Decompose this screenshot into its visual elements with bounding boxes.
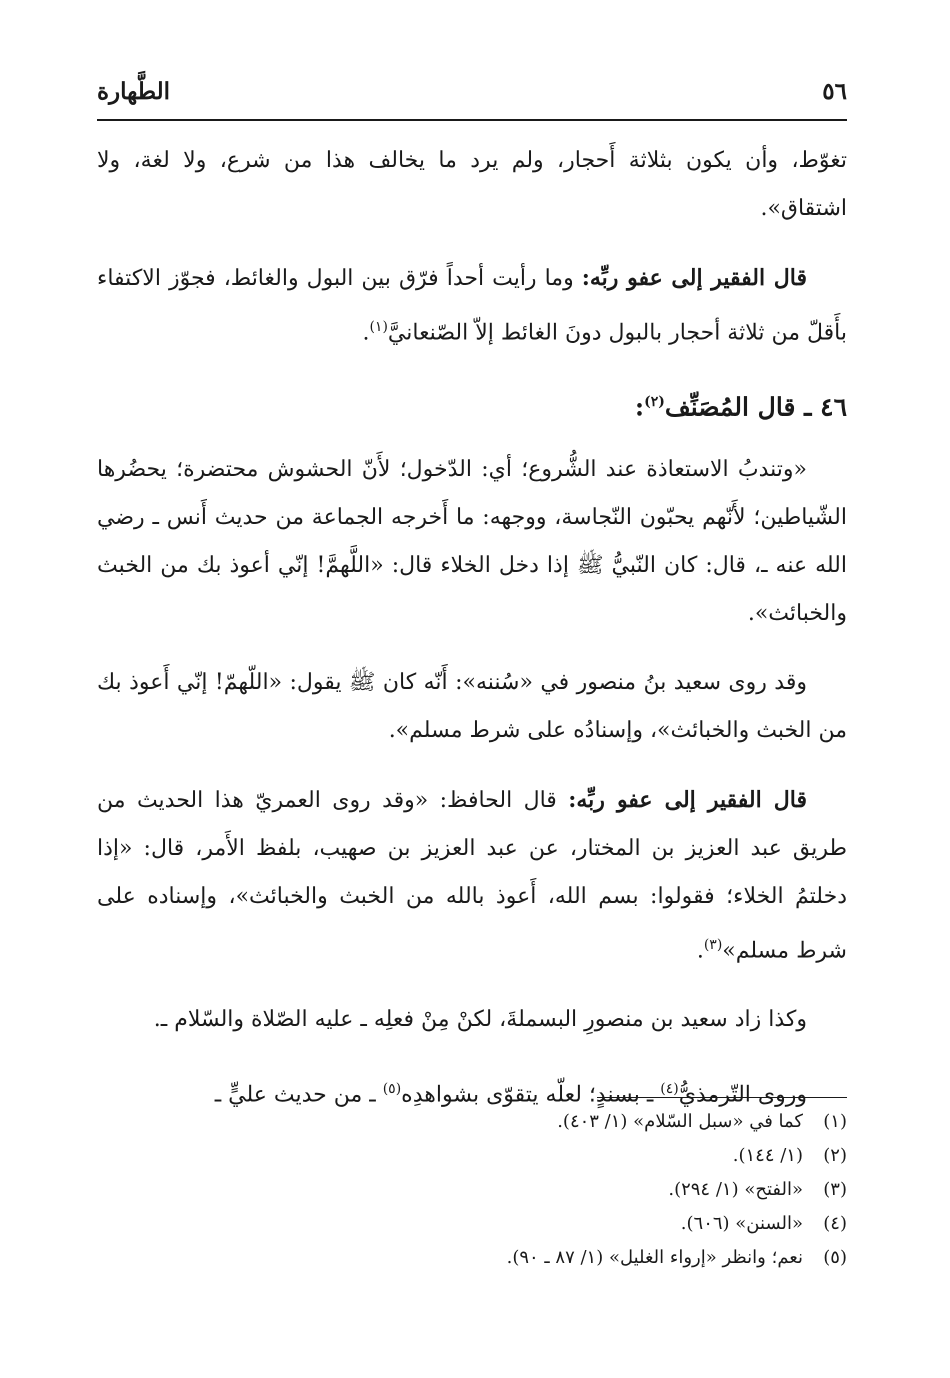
footnote-ref-2: (٢) — [644, 394, 665, 411]
footnote-number: (٤) — [823, 1213, 847, 1234]
footnote-text: كما في «سبل السّلام» (١/ ٤٠٣). — [557, 1111, 803, 1132]
paragraph-5-text: قال الحافظ: «وقد روى العمريّ هذا الحديث من طريق عبد العزيز بن المختار، عن عبد العزيز بن صهيب، بلفظ الأَمر، قال: «إذا دخلتمُ الخلاء؛ فقولوا: بسم الله، أَعوذ بالله من الخبث والخبائث»، وإسناده على شرط مسلم» — [97, 787, 847, 963]
footnote-number: (٥) — [823, 1247, 847, 1268]
footnote-text: (١/ ١٤٤). — [732, 1145, 803, 1166]
footnote-item — [97, 1207, 847, 1241]
footnote-ref-5: (٥) — [382, 1080, 402, 1097]
paragraph-3-text: «وتندبُ الاستعاذة عند الشُّروع؛ أي: الدّخول؛ لأَنّ الحشوش محتضرة؛ يحضُرها الشّياطين؛ لأَنّهم يحبّون النّجاسة، ووجهه: ما أَخرجه الجماعة من حديث أَنس ـ رضي الله عنه ـ، قال: كان النّبيُّ ﷺ إذا دخل الخلاء قال: «اللَّهمَّ! إنّي أعوذ بك من الخبث والخبائث». — [97, 456, 847, 626]
paragraph-2 — [97, 254, 847, 357]
footnote-item — [97, 1105, 847, 1139]
paragraph-2-text: وما رأيت أحداً فرّق بين البول والغائط، فجوّز الاكتفاء بأَقلّ من ثلاثة أحجار بالبول دونَ الغائط إلاّ الصّنعانيَّ — [97, 266, 847, 346]
section-heading-text: ٤٦ ـ قال المُصَنِّف — [664, 392, 847, 422]
footnote-text: «الفتح» (١/ ٢٩٤). — [668, 1179, 803, 1200]
footnote-separator — [597, 1097, 847, 1098]
paragraph-1 — [97, 137, 847, 233]
paragraph-3 — [97, 446, 847, 638]
footnote-ref-4: (٤) — [660, 1080, 679, 1097]
footnote-number: (٣) — [823, 1179, 847, 1200]
footnote-ref-3: (٣) — [703, 936, 723, 953]
section-title: الطَّهارة — [97, 78, 171, 105]
paragraph-4 — [97, 659, 847, 755]
footnote-item — [97, 1139, 847, 1173]
paragraph-7-text-a: وروى التّرمذيُّ — [678, 1082, 807, 1108]
paragraph-5-end: . — [696, 937, 704, 963]
footnote-item — [97, 1173, 847, 1207]
header-rule — [97, 119, 847, 121]
footnote-text: نعم؛ وانظر «إرواء الغليل» (١/ ٨٧ ـ ٩٠). — [506, 1247, 803, 1268]
paragraph-2-end: . — [362, 320, 370, 346]
main-text — [97, 137, 847, 1140]
footnote-ref-1: (١) — [369, 319, 388, 335]
section-heading-end: : — [634, 392, 645, 422]
author-lead: قال الفقير إلى عفو ربِّه: — [568, 786, 807, 813]
paragraph-7-text-c: ـ من حديث عليٍّ ـ — [214, 1082, 383, 1108]
paragraph-6-text: وكذا زاد سعيد بن منصورِ البسملةَ، لكنْ مِنْ فعلِه ـ عليه الصّلاة والسّلام ـ. — [153, 1006, 807, 1032]
paragraph-7-text-b: ـ بسندٍ؛ لعلّه يتقوّى بشواهدِه — [401, 1082, 661, 1108]
author-lead: قال الفقير إلى عفو ربِّه: — [581, 265, 807, 291]
running-header — [97, 78, 847, 105]
footnote-item — [97, 1241, 847, 1275]
paragraph-5 — [97, 776, 847, 975]
footnote-text: «السنن» (٦٠٦). — [680, 1213, 803, 1234]
footnote-number: (٢) — [823, 1145, 847, 1166]
paragraph-6 — [97, 996, 847, 1044]
footnote-number: (١) — [823, 1111, 847, 1132]
section-heading — [97, 378, 847, 431]
page-number: ٥٦ — [822, 78, 847, 105]
footnotes — [97, 1105, 847, 1275]
paragraph-4-text: وقد روى سعيد بنُ منصور في «سُننه»: أَنّه كان ﷺ يقول: «اللّهمّ! إنّي أَعوذ بك من الخبث والخبائث»، وإسنادُه على شرط مسلم». — [97, 669, 847, 743]
paragraph-1-text: تغوّط، وأن يكون بثلاثة أَحجار، ولم يرد ما يخالف هذا من شرع، ولا لغة، ولا اشتقاق». — [97, 148, 847, 221]
